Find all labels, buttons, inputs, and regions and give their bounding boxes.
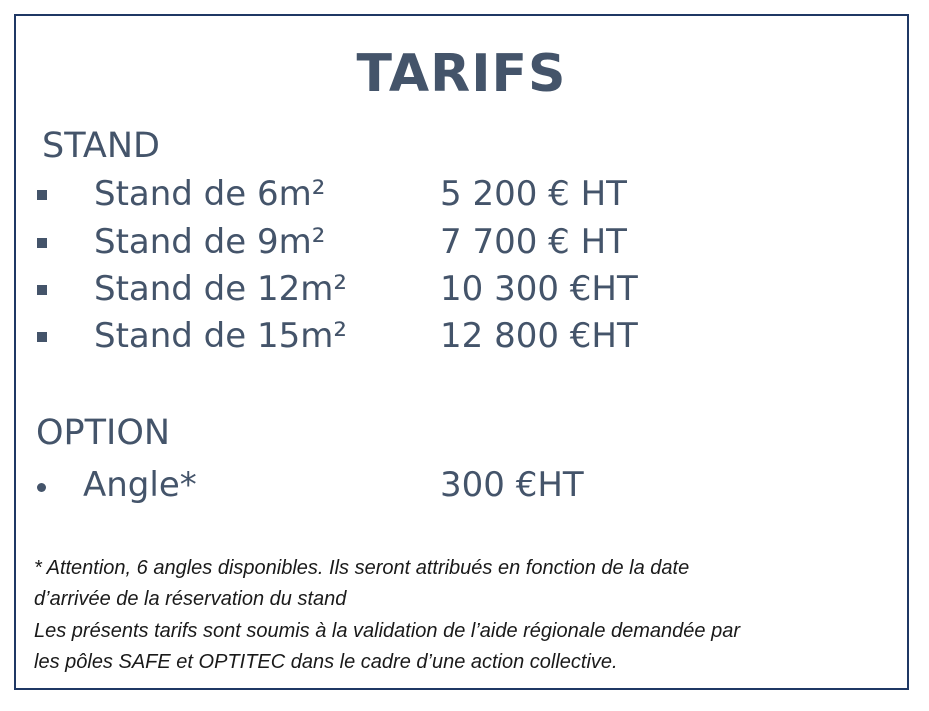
stand-price: 5 200 € HT (440, 174, 627, 214)
stand-price: 7 700 € HT (440, 222, 627, 262)
page-title: TARIFS (356, 44, 567, 104)
stand-label: Stand de 15m² (94, 316, 348, 356)
option-label: Angle* (83, 465, 197, 505)
square-bullet-icon (37, 190, 47, 200)
round-bullet-icon (37, 483, 46, 492)
stand-price: 12 800 €HT (440, 316, 638, 356)
stand-row (16, 174, 907, 218)
stand-label: Stand de 9m² (94, 222, 326, 262)
stand-label: Stand de 12m² (94, 269, 348, 309)
stand-price: 10 300 €HT (440, 269, 638, 309)
option-section-heading: OPTION (36, 413, 171, 453)
footnote-line: d’arrivée de la réservation du stand (34, 588, 347, 610)
stand-row (16, 222, 907, 266)
stand-section-heading: STAND (42, 126, 160, 166)
pricing-panel (14, 14, 909, 690)
square-bullet-icon (37, 285, 47, 295)
option-price: 300 €HT (440, 465, 584, 505)
footnote-line: * Attention, 6 angles disponibles. Ils seront attribués en fonction de la date (34, 557, 690, 579)
stand-row (16, 269, 907, 313)
square-bullet-icon (37, 332, 47, 342)
footnote-line: Les présents tarifs sont soumis à la validation de l’aide régionale demandée par (34, 620, 740, 642)
option-row (16, 465, 907, 509)
stand-row (16, 316, 907, 360)
square-bullet-icon (37, 238, 47, 248)
stand-label: Stand de 6m² (94, 174, 326, 214)
footnote-line: les pôles SAFE et OPTITEC dans le cadre d’une action collective. (34, 651, 618, 673)
